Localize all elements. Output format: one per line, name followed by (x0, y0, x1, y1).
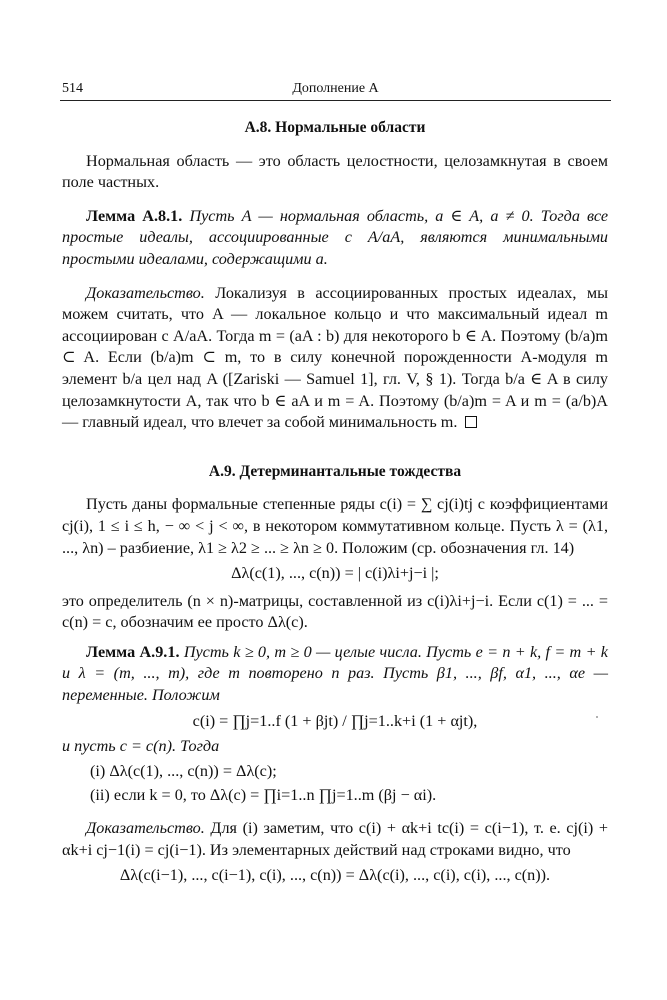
running-title: Дополнение А (292, 81, 379, 96)
after-determinant (62, 591, 608, 634)
proof-text: Для (i) заметим, что c(i) + αk+i tc(i) = c(i−1), т. е. cj(i) + αk+i cj−1(i) = cj(i−1). Из элементарных действий над строками видно, что (62, 819, 608, 859)
lemma-text: Пусть k ≥ 0, m ≥ 0 — целые числа. Пусть e = n + k, f = m + k и λ = (m, ..., m), где m повторено n раз. Пусть β1, ..., βf, α1, ..., αe — переменные. Положим (62, 642, 608, 705)
definition-paragraph (62, 151, 608, 194)
lemma-item-1: (i) Δλ(c(1), ..., c(n)) = Δλ(c); (90, 761, 277, 780)
proof-text: Локализуя в ассоциированных простых идеалах, мы можем считать, что A — локальное кольцо и что максимальный идеал m ассоциирован с A/aA. Тогда m = (aA : b) для некоторого b ∈ A. Поэтому (b/a)m ⊂ A. Если (b/a)m ⊂ m, то в силу конечной порожденности A-модуля m элемент b/a цел над A ([Zariski — Samuel 1], гл. V, § 1). Тогда b/a ∈ A в силу целозамкнутости A, так что b ∈ aA и m = A. Поэтому (b/a)m = A и m = (a/b)A — главный идеал, что влечет за собой минимальность m. (62, 283, 609, 432)
lemma-a8-1 (62, 206, 608, 271)
section-heading-a9: А.9. Детерминантальные тождества (208, 462, 462, 480)
proof-label: Доказательство. (86, 283, 205, 302)
after-determinant-text: это определитель (n × n)-матрицы, составленной из c(i)λi+j−i. Если c(1) = ... = c(n) = c, обозначим ее просто Δλ(c). (62, 591, 608, 632)
speck-mark (596, 716, 598, 718)
proof-label: Доказательство. (86, 819, 205, 838)
page-number: 514 (62, 81, 83, 96)
page-body (62, 112, 608, 893)
lemma-label: Лемма А.8.1. (86, 206, 183, 225)
section-heading-a8: А.8. Нормальные области (244, 119, 426, 136)
lemma-item-2: (ii) если k = 0, то Δλ(c) = ∏i=1..n ∏j=1..m (βj − αi). (90, 786, 437, 805)
product-formula: c(i) = ∏j=1..f (1 + βjt) / ∏j=1..k+i (1 + αjt), (192, 711, 478, 730)
final-formula: Δλ(c(i−1), ..., c(i−1), c(i), ..., c(n)) = Δλ(c(i), ..., c(i), c(i), ..., c(n)). (119, 866, 551, 885)
qed-box-icon (465, 416, 477, 428)
then-line (62, 736, 608, 758)
proof-a8-1 (62, 283, 608, 434)
lemma-text: Пусть A — нормальная область, a ∈ A, a ≠ 0. Тогда все простые идеалы, ассоциированные с A/aA, являются минимальными простыми идеалами, содержащими a. (62, 206, 609, 268)
definition-text: Нормальная область — это область целостности, целозамкнутая в своем поле частных. (62, 151, 608, 192)
series-intro (62, 494, 608, 559)
header-rule (60, 100, 611, 101)
proof-a9-1 (62, 818, 608, 861)
series-intro-text: Пусть даны формальные степенные ряды c(i) = ∑ cj(i)tj с коэффициентами cj(i), 1 ≤ i ≤ h, − ∞ < j < ∞, в некотором коммутативном кольце. Пусть λ = (λ1, ..., λn) – разбиение, λ1 ≥ λ2 ≥ ... ≥ λn ≥ 0. Положим (ср. обозначения гл. 14) (62, 495, 608, 557)
then-text: и пусть c = c(n). Тогда (62, 737, 220, 756)
lemma-label: Лемма А.9.1. (86, 642, 180, 661)
determinant-formula: Δλ(c(1), ..., c(n)) = | c(i)λi+j−i |; (231, 564, 439, 583)
lemma-a9-1 (62, 642, 608, 707)
